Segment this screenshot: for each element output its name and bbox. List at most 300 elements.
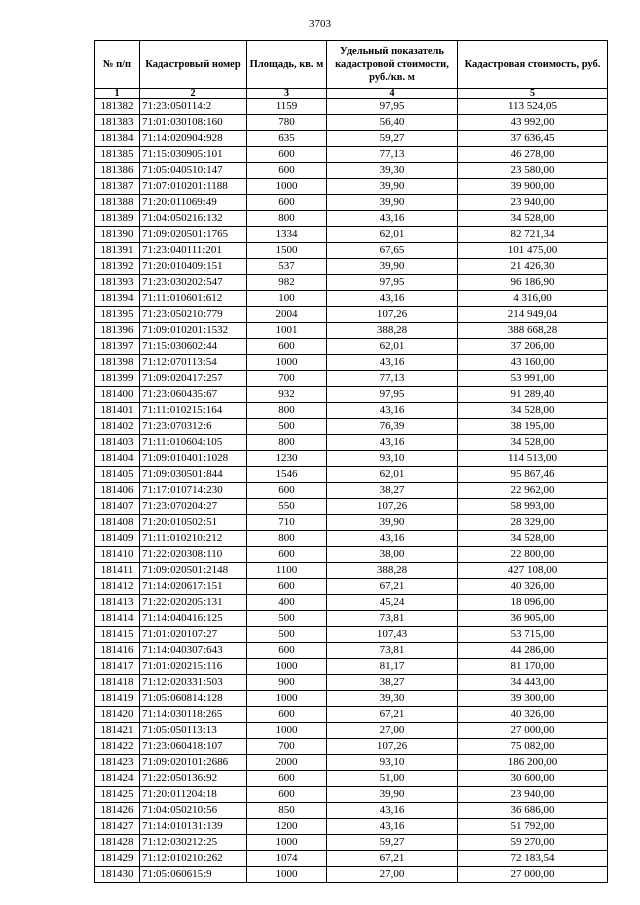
table-row <box>95 579 608 595</box>
table-row <box>95 211 608 227</box>
row-number-cell: 181428 <box>95 835 140 851</box>
cadastral-value-cell: 39 300,00 <box>458 691 608 707</box>
table-row <box>95 147 608 163</box>
area-cell: 2000 <box>247 755 327 771</box>
table-row <box>95 691 608 707</box>
cadastral-value-cell: 27 000,00 <box>458 867 608 883</box>
specific-value-cell: 43,16 <box>327 291 458 307</box>
area-cell: 1000 <box>247 723 327 739</box>
cadastral-number-cell: 71:09:010201:1532 <box>140 323 247 339</box>
area-cell: 600 <box>247 579 327 595</box>
specific-value-cell: 56,40 <box>327 115 458 131</box>
specific-value-cell: 97,95 <box>327 387 458 403</box>
area-cell: 100 <box>247 291 327 307</box>
row-number-cell: 181382 <box>95 99 140 115</box>
specific-value-cell: 43,16 <box>327 435 458 451</box>
specific-value-cell: 97,95 <box>327 275 458 291</box>
cadastral-number-cell: 71:14:020904:928 <box>140 131 247 147</box>
cadastral-value-cell: 36 905,00 <box>458 611 608 627</box>
cadastral-value-cell: 186 200,00 <box>458 755 608 771</box>
area-cell: 700 <box>247 739 327 755</box>
area-cell: 600 <box>247 195 327 211</box>
specific-value-cell: 45,24 <box>327 595 458 611</box>
table-row <box>95 643 608 659</box>
row-number-cell: 181424 <box>95 771 140 787</box>
table-row <box>95 243 608 259</box>
cadastral-value-cell: 28 329,00 <box>458 515 608 531</box>
row-number-cell: 181425 <box>95 787 140 803</box>
cadastral-value-cell: 388 668,28 <box>458 323 608 339</box>
table-row <box>95 371 608 387</box>
area-cell: 600 <box>247 547 327 563</box>
table-row <box>95 739 608 755</box>
cadastral-value-cell: 101 475,00 <box>458 243 608 259</box>
cadastral-value-cell: 34 528,00 <box>458 531 608 547</box>
specific-value-cell: 43,16 <box>327 355 458 371</box>
specific-value-cell: 67,65 <box>327 243 458 259</box>
cadastral-number-cell: 71:14:030118:265 <box>140 707 247 723</box>
specific-value-cell: 39,90 <box>327 259 458 275</box>
row-number-cell: 181426 <box>95 803 140 819</box>
cadastral-number-cell: 71:15:030602:44 <box>140 339 247 355</box>
cadastral-number-cell: 71:01:020215:116 <box>140 659 247 675</box>
row-number-cell: 181400 <box>95 387 140 403</box>
area-cell: 1100 <box>247 563 327 579</box>
row-number-cell: 181395 <box>95 307 140 323</box>
specific-value-cell: 39,90 <box>327 515 458 531</box>
cadastral-value-cell: 46 278,00 <box>458 147 608 163</box>
specific-value-cell: 39,90 <box>327 787 458 803</box>
cadastral-number-cell: 71:09:020101:2686 <box>140 755 247 771</box>
specific-value-cell: 39,90 <box>327 179 458 195</box>
cadastral-number-cell: 71:11:010215:164 <box>140 403 247 419</box>
specific-value-cell: 38,27 <box>327 483 458 499</box>
header-cadastral-value: Кадастровая стоимость, руб. <box>458 41 608 89</box>
area-cell: 1334 <box>247 227 327 243</box>
cadastral-number-cell: 71:09:030501:844 <box>140 467 247 483</box>
cadastral-number-cell: 71:04:050216:132 <box>140 211 247 227</box>
cadastral-value-cell: 23 940,00 <box>458 787 608 803</box>
specific-value-cell: 43,16 <box>327 403 458 419</box>
cadastral-number-cell: 71:12:020331:503 <box>140 675 247 691</box>
cadastral-number-cell: 71:14:020617:151 <box>140 579 247 595</box>
specific-value-cell: 43,16 <box>327 531 458 547</box>
cadastral-value-table <box>94 40 608 883</box>
specific-value-cell: 38,00 <box>327 547 458 563</box>
cadastral-number-cell: 71:14:010131:139 <box>140 819 247 835</box>
row-number-cell: 181394 <box>95 291 140 307</box>
area-cell: 1000 <box>247 355 327 371</box>
row-number-cell: 181384 <box>95 131 140 147</box>
cadastral-number-cell: 71:09:020501:1765 <box>140 227 247 243</box>
specific-value-cell: 38,27 <box>327 675 458 691</box>
row-number-cell: 181404 <box>95 451 140 467</box>
area-cell: 2004 <box>247 307 327 323</box>
cadastral-value-cell: 22 962,00 <box>458 483 608 499</box>
row-number-cell: 181388 <box>95 195 140 211</box>
specific-value-cell: 51,00 <box>327 771 458 787</box>
row-number-cell: 181423 <box>95 755 140 771</box>
row-number-cell: 181396 <box>95 323 140 339</box>
row-number-cell: 181414 <box>95 611 140 627</box>
cadastral-number-cell: 71:15:030905:101 <box>140 147 247 163</box>
specific-value-cell: 43,16 <box>327 819 458 835</box>
cadastral-value-cell: 37 206,00 <box>458 339 608 355</box>
row-number-cell: 181422 <box>95 739 140 755</box>
specific-value-cell: 59,27 <box>327 835 458 851</box>
cadastral-number-cell: 71:23:040111:201 <box>140 243 247 259</box>
cadastral-value-cell: 427 108,00 <box>458 563 608 579</box>
area-cell: 900 <box>247 675 327 691</box>
table-row <box>95 291 608 307</box>
table-row <box>95 387 608 403</box>
row-number-cell: 181387 <box>95 179 140 195</box>
row-number-cell: 181397 <box>95 339 140 355</box>
cadastral-value-cell: 30 600,00 <box>458 771 608 787</box>
table-row <box>95 483 608 499</box>
column-number-row <box>95 89 608 99</box>
table-row <box>95 803 608 819</box>
area-cell: 982 <box>247 275 327 291</box>
cadastral-value-cell: 27 000,00 <box>458 723 608 739</box>
area-cell: 600 <box>247 707 327 723</box>
row-number-cell: 181417 <box>95 659 140 675</box>
area-cell: 932 <box>247 387 327 403</box>
area-cell: 600 <box>247 163 327 179</box>
specific-value-cell: 107,43 <box>327 627 458 643</box>
table-row <box>95 851 608 867</box>
table-row <box>95 195 608 211</box>
specific-value-cell: 107,26 <box>327 307 458 323</box>
table-row <box>95 275 608 291</box>
header-row-number: № п/п <box>95 41 140 89</box>
area-cell: 400 <box>247 595 327 611</box>
cadastral-value-cell: 82 721,34 <box>458 227 608 243</box>
cadastral-value-cell: 91 289,40 <box>458 387 608 403</box>
area-cell: 600 <box>247 339 327 355</box>
area-cell: 1159 <box>247 99 327 115</box>
cadastral-value-cell: 34 528,00 <box>458 211 608 227</box>
cadastral-number-cell: 71:23:060435:67 <box>140 387 247 403</box>
area-cell: 800 <box>247 531 327 547</box>
header-cadastral-number: Кадастровый номер <box>140 41 247 89</box>
cadastral-value-cell: 96 186,90 <box>458 275 608 291</box>
cadastral-number-cell: 71:09:010401:1028 <box>140 451 247 467</box>
specific-value-cell: 67,21 <box>327 707 458 723</box>
table-row <box>95 467 608 483</box>
cadastral-number-cell: 71:01:030108:160 <box>140 115 247 131</box>
cadastral-number-cell: 71:20:010502:51 <box>140 515 247 531</box>
cadastral-value-cell: 81 170,00 <box>458 659 608 675</box>
header-row <box>95 41 608 89</box>
cadastral-number-cell: 71:20:011204:18 <box>140 787 247 803</box>
row-number-cell: 181386 <box>95 163 140 179</box>
table-row <box>95 323 608 339</box>
row-number-cell: 181412 <box>95 579 140 595</box>
cadastral-number-cell: 71:09:020501:2148 <box>140 563 247 579</box>
cadastral-number-cell: 71:05:060615:9 <box>140 867 247 883</box>
row-number-cell: 181391 <box>95 243 140 259</box>
column-number: 2 <box>140 89 247 99</box>
table-row <box>95 611 608 627</box>
row-number-cell: 181385 <box>95 147 140 163</box>
cadastral-number-cell: 71:11:010601:612 <box>140 291 247 307</box>
cadastral-value-cell: 75 082,00 <box>458 739 608 755</box>
cadastral-value-cell: 51 792,00 <box>458 819 608 835</box>
cadastral-number-cell: 71:09:020417:257 <box>140 371 247 387</box>
cadastral-number-cell: 71:17:010714:230 <box>140 483 247 499</box>
table-row <box>95 659 608 675</box>
cadastral-value-cell: 21 426,30 <box>458 259 608 275</box>
cadastral-value-cell: 53 991,00 <box>458 371 608 387</box>
area-cell: 500 <box>247 627 327 643</box>
column-number: 4 <box>327 89 458 99</box>
area-cell: 780 <box>247 115 327 131</box>
specific-value-cell: 62,01 <box>327 339 458 355</box>
cadastral-number-cell: 71:01:020107:27 <box>140 627 247 643</box>
area-cell: 850 <box>247 803 327 819</box>
area-cell: 600 <box>247 787 327 803</box>
area-cell: 635 <box>247 131 327 147</box>
specific-value-cell: 76,39 <box>327 419 458 435</box>
row-number-cell: 181410 <box>95 547 140 563</box>
specific-value-cell: 43,16 <box>327 211 458 227</box>
area-cell: 1001 <box>247 323 327 339</box>
cadastral-number-cell: 71:20:011069:49 <box>140 195 247 211</box>
row-number-cell: 181399 <box>95 371 140 387</box>
row-number-cell: 181408 <box>95 515 140 531</box>
row-number-cell: 181419 <box>95 691 140 707</box>
row-number-cell: 181418 <box>95 675 140 691</box>
specific-value-cell: 93,10 <box>327 755 458 771</box>
cadastral-value-cell: 40 326,00 <box>458 579 608 595</box>
cadastral-number-cell: 71:12:010210:262 <box>140 851 247 867</box>
specific-value-cell: 43,16 <box>327 803 458 819</box>
table-row <box>95 723 608 739</box>
cadastral-value-cell: 114 513,00 <box>458 451 608 467</box>
specific-value-cell: 388,28 <box>327 563 458 579</box>
row-number-cell: 181393 <box>95 275 140 291</box>
specific-value-cell: 67,21 <box>327 579 458 595</box>
area-cell: 1000 <box>247 659 327 675</box>
cadastral-number-cell: 71:22:020205:131 <box>140 595 247 611</box>
cadastral-number-cell: 71:12:070113:54 <box>140 355 247 371</box>
row-number-cell: 181405 <box>95 467 140 483</box>
row-number-cell: 181392 <box>95 259 140 275</box>
row-number-cell: 181406 <box>95 483 140 499</box>
specific-value-cell: 97,95 <box>327 99 458 115</box>
specific-value-cell: 81,17 <box>327 659 458 675</box>
cadastral-number-cell: 71:23:030202:547 <box>140 275 247 291</box>
row-number-cell: 181401 <box>95 403 140 419</box>
table-row <box>95 227 608 243</box>
cadastral-number-cell: 71:12:030212:25 <box>140 835 247 851</box>
specific-value-cell: 27,00 <box>327 867 458 883</box>
cadastral-value-cell: 23 940,00 <box>458 195 608 211</box>
table-row <box>95 451 608 467</box>
table-row <box>95 435 608 451</box>
area-cell: 550 <box>247 499 327 515</box>
table-row <box>95 835 608 851</box>
column-number: 3 <box>247 89 327 99</box>
row-number-cell: 181407 <box>95 499 140 515</box>
table-row <box>95 707 608 723</box>
area-cell: 1074 <box>247 851 327 867</box>
area-cell: 1000 <box>247 691 327 707</box>
specific-value-cell: 107,26 <box>327 499 458 515</box>
table-row <box>95 339 608 355</box>
row-number-cell: 181398 <box>95 355 140 371</box>
table-row <box>95 595 608 611</box>
cadastral-value-cell: 59 270,00 <box>458 835 608 851</box>
cadastral-number-cell: 71:14:040307:643 <box>140 643 247 659</box>
table-row <box>95 99 608 115</box>
cadastral-value-cell: 4 316,00 <box>458 291 608 307</box>
row-number-cell: 181430 <box>95 867 140 883</box>
row-number-cell: 181409 <box>95 531 140 547</box>
area-cell: 1500 <box>247 243 327 259</box>
cadastral-value-cell: 37 636,45 <box>458 131 608 147</box>
table-body <box>95 99 608 883</box>
row-number-cell: 181411 <box>95 563 140 579</box>
header-specific-value: Удельный показатель кадастровой стоимости, руб./кв. м <box>327 41 458 89</box>
area-cell: 1546 <box>247 467 327 483</box>
cadastral-number-cell: 71:23:050210:779 <box>140 307 247 323</box>
area-cell: 500 <box>247 419 327 435</box>
table-row <box>95 771 608 787</box>
specific-value-cell: 39,30 <box>327 691 458 707</box>
cadastral-number-cell: 71:05:050113:13 <box>140 723 247 739</box>
header-area: Площадь, кв. м <box>247 41 327 89</box>
cadastral-value-cell: 18 096,00 <box>458 595 608 611</box>
cadastral-number-cell: 71:05:040510:147 <box>140 163 247 179</box>
cadastral-number-cell: 71:23:050114:2 <box>140 99 247 115</box>
cadastral-value-cell: 34 528,00 <box>458 403 608 419</box>
row-number-cell: 181420 <box>95 707 140 723</box>
row-number-cell: 181429 <box>95 851 140 867</box>
specific-value-cell: 39,90 <box>327 195 458 211</box>
table-row <box>95 675 608 691</box>
cadastral-number-cell: 71:11:010210:212 <box>140 531 247 547</box>
area-cell: 500 <box>247 611 327 627</box>
specific-value-cell: 62,01 <box>327 467 458 483</box>
cadastral-number-cell: 71:11:010604:105 <box>140 435 247 451</box>
specific-value-cell: 73,81 <box>327 611 458 627</box>
cadastral-value-cell: 39 900,00 <box>458 179 608 195</box>
table-row <box>95 819 608 835</box>
table-row <box>95 499 608 515</box>
specific-value-cell: 388,28 <box>327 323 458 339</box>
cadastral-value-cell: 34 443,00 <box>458 675 608 691</box>
area-cell: 1000 <box>247 867 327 883</box>
row-number-cell: 181390 <box>95 227 140 243</box>
area-cell: 710 <box>247 515 327 531</box>
cadastral-value-cell: 40 326,00 <box>458 707 608 723</box>
column-number: 1 <box>95 89 140 99</box>
cadastral-number-cell: 71:04:050210:56 <box>140 803 247 819</box>
row-number-cell: 181402 <box>95 419 140 435</box>
cadastral-number-cell: 71:14:040416:125 <box>140 611 247 627</box>
table-row <box>95 531 608 547</box>
table-row <box>95 403 608 419</box>
cadastral-value-cell: 53 715,00 <box>458 627 608 643</box>
area-cell: 600 <box>247 771 327 787</box>
row-number-cell: 181415 <box>95 627 140 643</box>
table-row <box>95 259 608 275</box>
cadastral-value-cell: 214 949,04 <box>458 307 608 323</box>
cadastral-number-cell: 71:23:070312:6 <box>140 419 247 435</box>
row-number-cell: 181421 <box>95 723 140 739</box>
cadastral-value-cell: 36 686,00 <box>458 803 608 819</box>
specific-value-cell: 59,27 <box>327 131 458 147</box>
table-row <box>95 627 608 643</box>
area-cell: 1230 <box>247 451 327 467</box>
cadastral-value-cell: 23 580,00 <box>458 163 608 179</box>
row-number-cell: 181416 <box>95 643 140 659</box>
cadastral-value-cell: 43 992,00 <box>458 115 608 131</box>
cadastral-number-cell: 71:22:050136:92 <box>140 771 247 787</box>
cadastral-number-cell: 71:20:010409:151 <box>140 259 247 275</box>
table-row <box>95 563 608 579</box>
specific-value-cell: 73,81 <box>327 643 458 659</box>
cadastral-value-cell: 34 528,00 <box>458 435 608 451</box>
table-row <box>95 867 608 883</box>
table-row <box>95 419 608 435</box>
row-number-cell: 181413 <box>95 595 140 611</box>
cadastral-number-cell: 71:22:020308:110 <box>140 547 247 563</box>
specific-value-cell: 93,10 <box>327 451 458 467</box>
area-cell: 700 <box>247 371 327 387</box>
table-row <box>95 755 608 771</box>
table-row <box>95 115 608 131</box>
area-cell: 537 <box>247 259 327 275</box>
column-number: 5 <box>458 89 608 99</box>
cadastral-value-cell: 95 867,46 <box>458 467 608 483</box>
table-row <box>95 787 608 803</box>
row-number-cell: 181427 <box>95 819 140 835</box>
specific-value-cell: 77,13 <box>327 371 458 387</box>
area-cell: 1000 <box>247 835 327 851</box>
cadastral-value-cell: 113 524,05 <box>458 99 608 115</box>
cadastral-value-cell: 72 183,54 <box>458 851 608 867</box>
cadastral-number-cell: 71:23:070204:27 <box>140 499 247 515</box>
specific-value-cell: 77,13 <box>327 147 458 163</box>
page-number: 3703 <box>309 18 331 30</box>
row-number-cell: 181383 <box>95 115 140 131</box>
area-cell: 800 <box>247 403 327 419</box>
area-cell: 600 <box>247 147 327 163</box>
area-cell: 600 <box>247 643 327 659</box>
table-row <box>95 515 608 531</box>
cadastral-number-cell: 71:05:060814:128 <box>140 691 247 707</box>
table-row <box>95 355 608 371</box>
specific-value-cell: 62,01 <box>327 227 458 243</box>
table-row <box>95 547 608 563</box>
cadastral-number-cell: 71:23:060418:107 <box>140 739 247 755</box>
table-row <box>95 307 608 323</box>
specific-value-cell: 67,21 <box>327 851 458 867</box>
specific-value-cell: 107,26 <box>327 739 458 755</box>
area-cell: 800 <box>247 211 327 227</box>
table-row <box>95 179 608 195</box>
area-cell: 1000 <box>247 179 327 195</box>
cadastral-value-cell: 38 195,00 <box>458 419 608 435</box>
area-cell: 800 <box>247 435 327 451</box>
row-number-cell: 181389 <box>95 211 140 227</box>
cadastral-number-cell: 71:07:010201:1188 <box>140 179 247 195</box>
specific-value-cell: 27,00 <box>327 723 458 739</box>
cadastral-value-cell: 44 286,00 <box>458 643 608 659</box>
